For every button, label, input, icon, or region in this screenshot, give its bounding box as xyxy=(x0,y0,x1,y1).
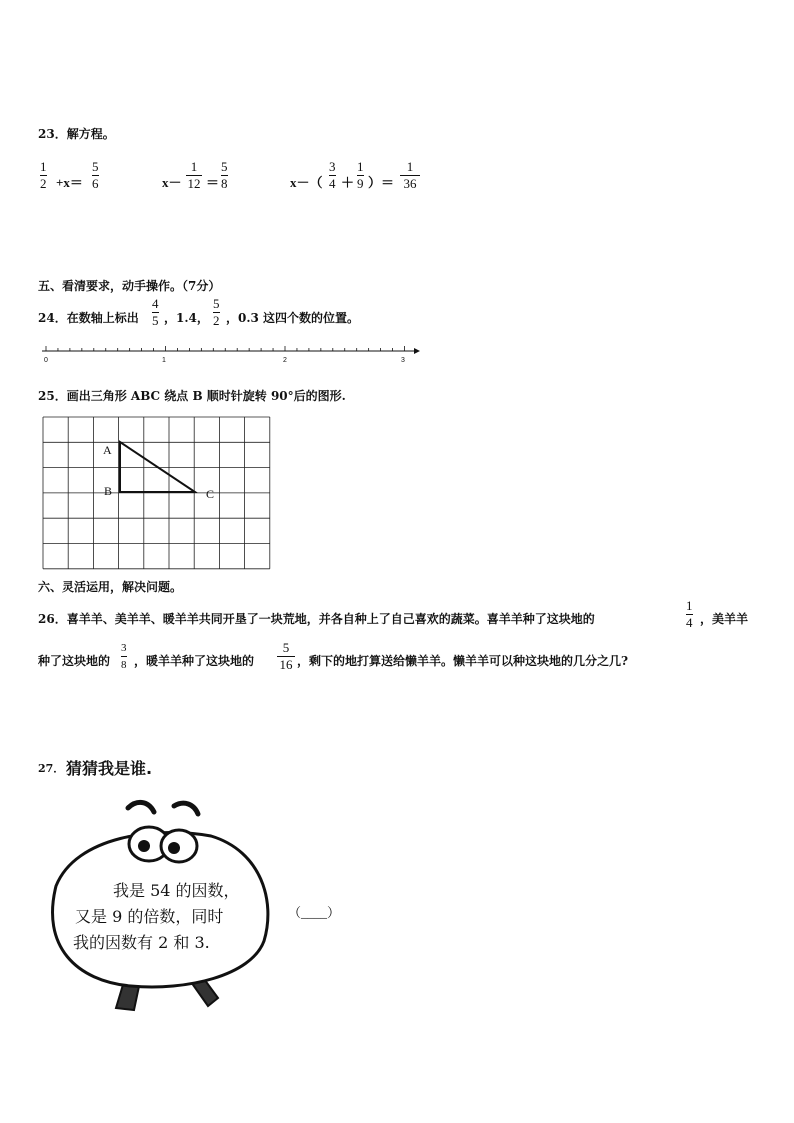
fraction: 5 2 xyxy=(213,296,220,328)
q26-line1: 26．喜羊羊、美羊羊、暖羊羊共同开垦了一块荒地，并各自种上了自己喜欢的蔬菜。喜羊羊种了这块地的 xyxy=(38,612,595,626)
q27-number: 27． xyxy=(38,762,65,775)
q26-line2-c: ，剩下的地打算送给懒羊羊。懒羊羊可以种这块地的几分之几? xyxy=(297,654,629,668)
q24-prefix: 24．在数轴上标出 xyxy=(38,311,139,325)
q25-title: 25．画出三角形 ABC 绕点 B 顺时针旋转 90°后的图形. xyxy=(38,389,346,403)
equation-text: x－（ xyxy=(290,175,323,190)
fraction: 5 8 xyxy=(221,159,228,191)
fraction: 1 4 xyxy=(686,598,693,630)
q26-line2-a: 种了这块地的 xyxy=(38,654,111,668)
triangle-abc xyxy=(120,442,195,492)
fraction: 3 8 xyxy=(121,642,127,671)
speech-line-3: 我的因数有 2 和 3. xyxy=(73,933,210,952)
q24-mid: ，1.4， xyxy=(164,311,209,325)
axis-tick-label: 3 xyxy=(401,357,405,364)
answer-blank[interactable]: （____） xyxy=(288,905,341,920)
left-pupil xyxy=(138,840,150,852)
point-label-a: A xyxy=(103,443,112,457)
axis-tick-label: 2 xyxy=(283,357,287,364)
left-eyebrow xyxy=(128,802,154,812)
fraction: 5 6 xyxy=(92,159,99,191)
q27-title: 猜猜我是谁. xyxy=(66,759,153,778)
section-6-title: 六、灵活运用，解决问题。 xyxy=(38,580,183,594)
axis-tick-label: 0 xyxy=(44,357,48,364)
point-label-b: B xyxy=(104,484,113,498)
axis-tick-label: 1 xyxy=(162,357,166,364)
fraction: 1 2 xyxy=(40,159,47,191)
equation-text: ）＝ xyxy=(368,175,395,190)
fraction: 1 12 xyxy=(187,159,201,191)
fraction: 3 4 xyxy=(329,159,336,191)
number-line xyxy=(38,343,423,369)
fraction: 4 5 xyxy=(152,296,159,328)
equation-text: ＝ xyxy=(206,175,220,190)
fraction: 1 36 xyxy=(400,160,420,191)
q26-line1-tail: ，美羊羊 xyxy=(700,612,749,626)
right-pupil xyxy=(168,842,180,854)
fraction: 5 16 xyxy=(277,641,295,672)
point-label-c: C xyxy=(206,487,215,501)
equation-text: +x＝ xyxy=(56,175,83,190)
section-5-title: 五、看清要求，动手操作。（7分） xyxy=(38,279,221,293)
equation-text: x－ xyxy=(162,175,182,190)
equation-text: ＋ xyxy=(341,175,355,190)
grid-diagram xyxy=(42,416,274,570)
speech-line-2: 又是 9 的倍数，同时 xyxy=(75,907,224,926)
fraction: 1 9 xyxy=(357,159,364,191)
q24-suffix: ，0.3 这四个数的位置。 xyxy=(226,311,360,325)
right-eyebrow xyxy=(174,803,198,814)
q26-line2-b: ，暖羊羊种了这块地的 xyxy=(134,654,255,668)
speech-line-1: 我是 54 的因数， xyxy=(113,881,240,900)
q23-title: 23．解方程。 xyxy=(38,127,115,141)
